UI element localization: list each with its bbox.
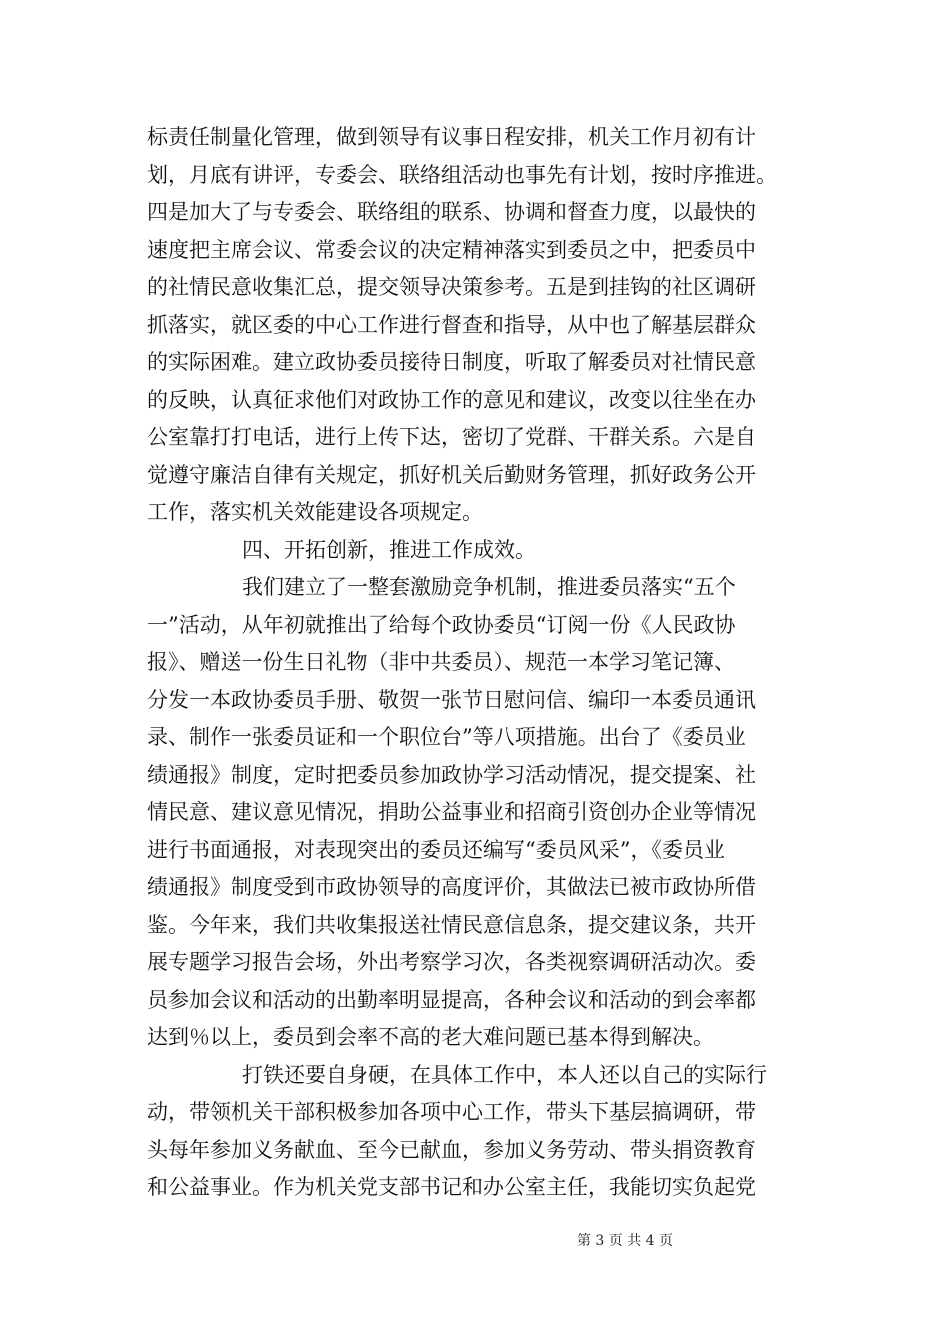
text-line: 划，月底有讲评，专委会、联络组活动也事先有计划，按时序推进。 (147, 162, 777, 187)
page-number-label: 第 3 页 共 4 页 (576, 1233, 674, 1249)
text-line: 情民意、建议意见情况，捐助公益事业和招商引资创办企业等情况 (147, 800, 756, 824)
text-line: 我们建立了一整套激励竞争机制，推进委员落实“五个 (242, 575, 736, 599)
text-line: 觉遵守廉洁自律有关规定，抓好机关后勤财务管理，抓好政务公开 (147, 462, 756, 487)
text-line: 分发一本政协委员手册、敬贺一张节日慰问信、编印一本委员通讯 (147, 687, 756, 712)
text-line: 报》、赠送一份生日礼物（非中共委员）、规范一本学习笔记簿、 (147, 650, 735, 674)
text-line: 员参加会议和活动的出勤率明显提高，各种会议和活动的到会率都 (147, 987, 756, 1012)
text-line: 标责任制量化管理，做到领导有议事日程安排，机关工作月初有计 (147, 125, 756, 149)
text-line: 的反映，认真征求他们对政协工作的意见和建议，改变以往坐在办 (147, 387, 756, 412)
text-line: 一”活动，从年初就推出了给每个政协委员“订阅一份《人民政协 (147, 612, 736, 637)
text-line: 速度把主席会议、常委会议的决定精神落实到委员之中，把委员中 (147, 237, 756, 262)
text-line: 打铁还要自身硬，在具体工作中，本人还以自己的实际行 (242, 1062, 767, 1087)
text-line: 公室靠打打电话，进行上传下达，密切了党群、干群关系。六是自 (147, 425, 756, 449)
text-line: 鉴。今年来，我们共收集报送社情民意信息条，提交建议条，共开 (147, 912, 756, 937)
section-heading: 四、开拓创新，推进工作成效。 (242, 537, 536, 562)
text-line: 的社情民意收集汇总，提交领导决策参考。五是到挂钩的社区调研 (147, 275, 756, 299)
text-line: 进行书面通报，对表现突出的委员还编写“委员风采”，《委员业 (147, 837, 725, 862)
text-line: 动，带领机关干部积极参加各项中心工作，带头下基层搞调研，带 (147, 1100, 756, 1124)
text-line: 工作，落实机关效能建设各项规定。 (147, 500, 483, 524)
document-body (147, 119, 807, 1207)
text-line: 绩通报》制度受到市政协领导的高度评价，其做法已被市政协所借 (147, 875, 756, 899)
page-footer (0, 1232, 950, 1250)
text-line: 达到％以上，委员到会率不高的老大难问题已基本得到解决。 (147, 1025, 714, 1049)
text-line: 录、制作一张委员证和一个职位台”等八项措施。出台了《委员业 (147, 725, 746, 749)
text-line: 绩通报》制度，定时把委员参加政协学习活动情况，提交提案、社 (147, 762, 756, 787)
text-line: 四是加大了与专委会、联络组的联系、协调和督查力度，以最快的 (147, 200, 756, 224)
text-line: 展专题学习报告会场，外出考察学习次，各类视察调研活动次。委 (147, 950, 756, 974)
text-line: 的实际困难。建立政协委员接待日制度，听取了解委员对社情民意 (147, 350, 756, 374)
text-line: 和公益事业。作为机关党支部书记和办公室主任，我能切实负起党 (147, 1175, 756, 1199)
text-line: 抓落实，就区委的中心工作进行督查和指导，从中也了解基层群众 (147, 312, 756, 337)
text-line: 头每年参加义务献血、至今已献血，参加义务劳动、带头捐资教育 (147, 1137, 756, 1162)
